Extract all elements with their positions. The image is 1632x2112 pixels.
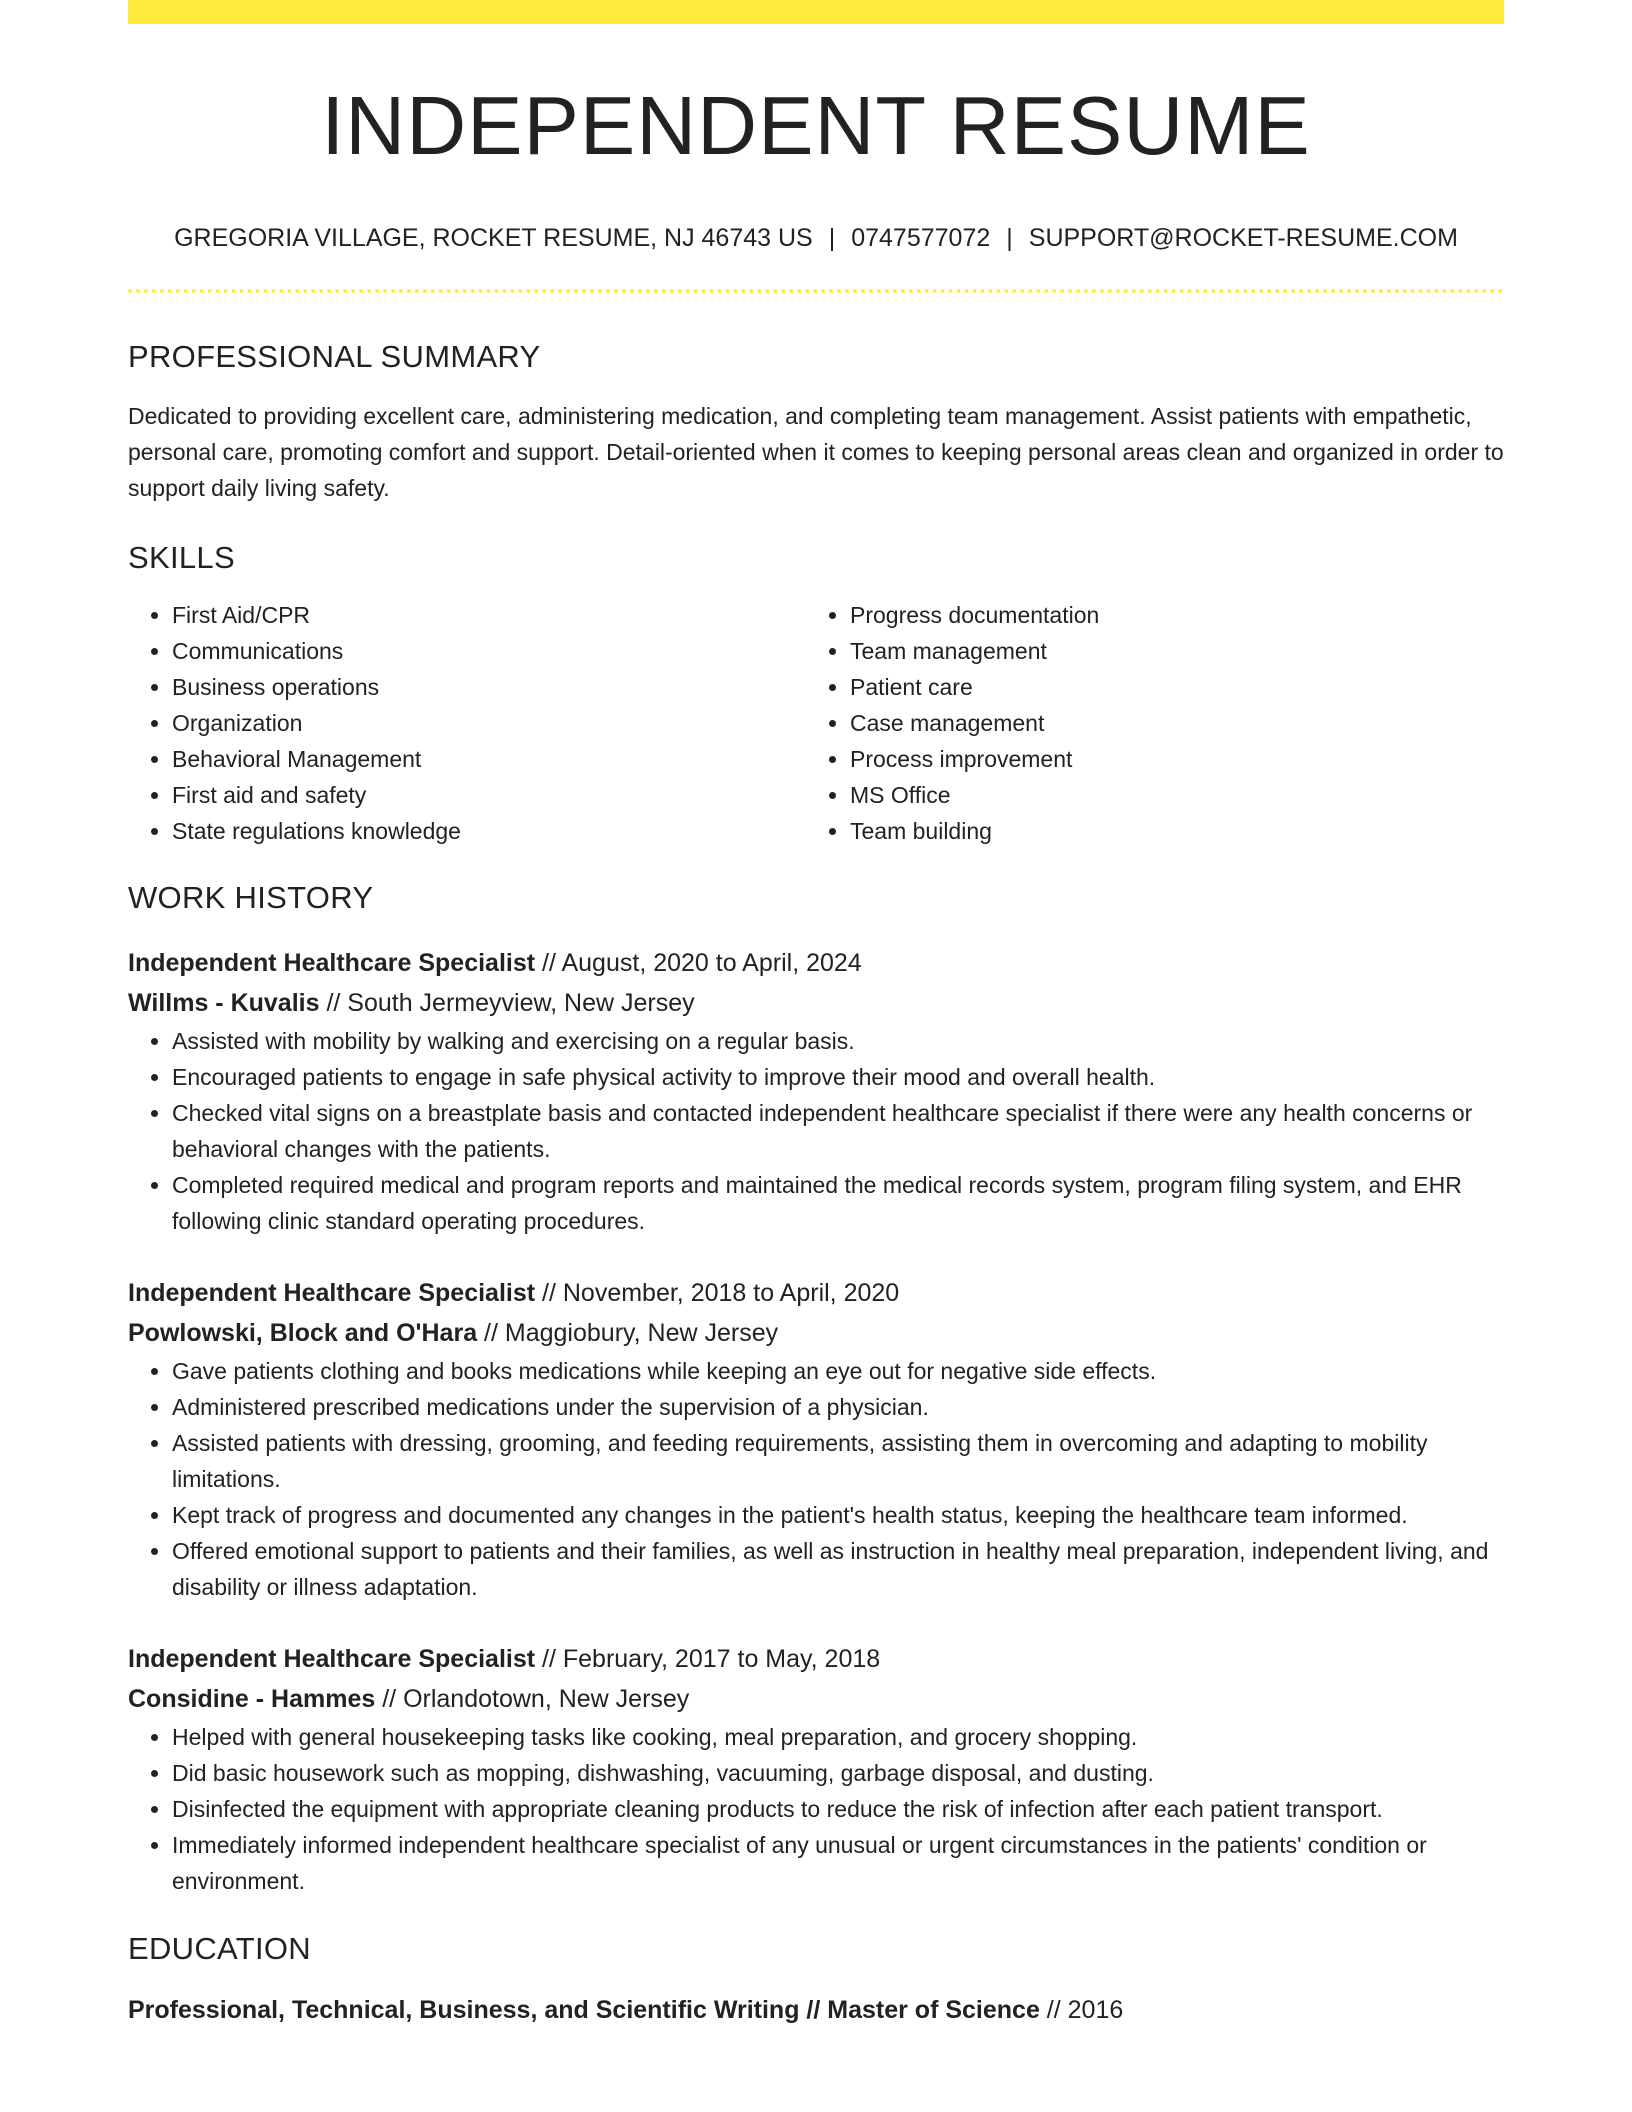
skills-column-left	[128, 597, 806, 849]
job-title-line	[128, 943, 1504, 983]
skill-item: • Process improvement	[850, 741, 1484, 777]
job-company-line	[128, 1679, 1504, 1719]
job-entry	[128, 943, 1504, 1239]
skill-item: • Organization	[172, 705, 806, 741]
job-company-line	[128, 983, 1504, 1023]
summary-heading: PROFESSIONAL SUMMARY	[128, 339, 541, 375]
skills-heading: SKILLS	[128, 540, 235, 576]
job-duty: • Offered emotional support to patients and their families, as well as instruction in healthy meal preparation, independent living, and disability or illness adaptation.	[172, 1533, 1504, 1605]
job-duty: • Encouraged patients to engage in safe physical activity to improve their mood and overall health.	[172, 1059, 1504, 1095]
job-company-line	[128, 1313, 1504, 1353]
contact-line	[128, 226, 1504, 251]
job-duty: • Gave patients clothing and books medications while keeping an eye out for negative side effects.	[172, 1353, 1504, 1389]
job-location: // Maggiobury, New Jersey	[477, 1319, 779, 1348]
job-entry	[128, 1639, 1504, 1899]
job-company: Powlowski, Block and O'Hara	[128, 1319, 478, 1348]
job-company: Considine - Hammes	[128, 1685, 376, 1714]
job-duty: • Did basic housework such as mopping, dishwashing, vacuuming, garbage disposal, and dusting.	[172, 1755, 1504, 1791]
skill-item: • Team management	[850, 633, 1484, 669]
contact-phone: 0747577072	[851, 224, 991, 253]
education-degree: Master of Science	[827, 1996, 1040, 2025]
skills-column-right	[806, 597, 1484, 849]
job-title-line	[128, 1639, 1504, 1679]
job-duty: • Kept track of progress and documented any changes in the patient's health status, keeping the healthcare team informed.	[172, 1497, 1504, 1533]
skill-item: • Case management	[850, 705, 1484, 741]
contact-address: GREGORIA VILLAGE, ROCKET RESUME, NJ 46743 US	[174, 224, 813, 253]
skill-item: • First Aid/CPR	[172, 597, 806, 633]
education-separator: //	[799, 1996, 828, 2025]
job-dates: // November, 2018 to April, 2020	[535, 1279, 900, 1308]
job-title-line	[128, 1273, 1504, 1313]
skill-item: • State regulations knowledge	[172, 813, 806, 849]
job-title: Independent Healthcare Specialist	[128, 1279, 536, 1308]
skill-item: • First aid and safety	[172, 777, 806, 813]
job-dates: // February, 2017 to May, 2018	[535, 1645, 881, 1674]
dotted-divider	[128, 289, 1504, 293]
skill-item: • Behavioral Management	[172, 741, 806, 777]
skill-item: • Team building	[850, 813, 1484, 849]
job-duty: • Helped with general housekeeping tasks like cooking, meal preparation, and grocery shopping.	[172, 1719, 1504, 1755]
contact-separator: |	[1006, 224, 1013, 253]
job-entry	[128, 1273, 1504, 1605]
skill-item: • Patient care	[850, 669, 1484, 705]
job-duty: • Checked vital signs on a breastplate basis and contacted independent healthcare specialist if there were any health concerns or behavioral changes with the patients.	[172, 1095, 1504, 1167]
skills-list-left	[128, 597, 806, 849]
job-title: Independent Healthcare Specialist	[128, 1645, 536, 1674]
education-field: Professional, Technical, Business, and Scientific Writing	[128, 1996, 800, 2025]
skills-list-right	[806, 597, 1484, 849]
summary-text: Dedicated to providing excellent care, administering medication, and completing team management. Assist patients with empathetic, personal care, promoting comfort and support. Detail-oriented when it comes to keeping personal areas clean and organized in order to support daily living safety.	[128, 403, 1504, 502]
skills-columns	[128, 597, 1504, 849]
job-dates: // August, 2020 to April, 2024	[535, 949, 862, 978]
job-duties-list	[128, 1353, 1504, 1605]
skill-item: • MS Office	[850, 777, 1484, 813]
education-entry	[128, 1990, 1504, 2030]
contact-email: SUPPORT@ROCKET-RESUME.COM	[1028, 224, 1458, 253]
education-heading: EDUCATION	[128, 1931, 311, 1967]
education-year: // 2016	[1039, 1996, 1124, 2025]
job-duty: • Assisted with mobility by walking and exercising on a regular basis.	[172, 1023, 1504, 1059]
job-duty: • Administered prescribed medications under the supervision of a physician.	[172, 1389, 1504, 1425]
job-duty: • Disinfected the equipment with appropriate cleaning products to reduce the risk of infection after each patient transport.	[172, 1791, 1504, 1827]
resume-page	[128, 0, 1504, 2030]
skill-item: • Progress documentation	[850, 597, 1484, 633]
work-history-heading: WORK HISTORY	[128, 880, 374, 916]
job-location: // Orlandotown, New Jersey	[375, 1685, 690, 1714]
job-duty: • Assisted patients with dressing, grooming, and feeding requirements, assisting them in overcoming and adapting to mobility limitations.	[172, 1425, 1504, 1497]
contact-separator: |	[828, 224, 836, 253]
job-location: // South Jermeyview, New Jersey	[319, 989, 695, 1018]
job-duties-list	[128, 1719, 1504, 1899]
job-company: Willms - Kuvalis	[128, 989, 320, 1018]
job-title: Independent Healthcare Specialist	[128, 949, 536, 978]
accent-top-bar	[128, 0, 1504, 24]
skill-item: • Communications	[172, 633, 806, 669]
resume-title: INDEPENDENT RESUME	[321, 79, 1311, 172]
job-duties-list	[128, 1023, 1504, 1239]
skill-item: • Business operations	[172, 669, 806, 705]
job-duty: • Completed required medical and program reports and maintained the medical records system, program filing system, and EHR following clinic standard operating procedures.	[172, 1167, 1504, 1239]
job-duty: • Immediately informed independent healthcare specialist of any unusual or urgent circumstances in the patients' condition or environment.	[172, 1827, 1504, 1899]
